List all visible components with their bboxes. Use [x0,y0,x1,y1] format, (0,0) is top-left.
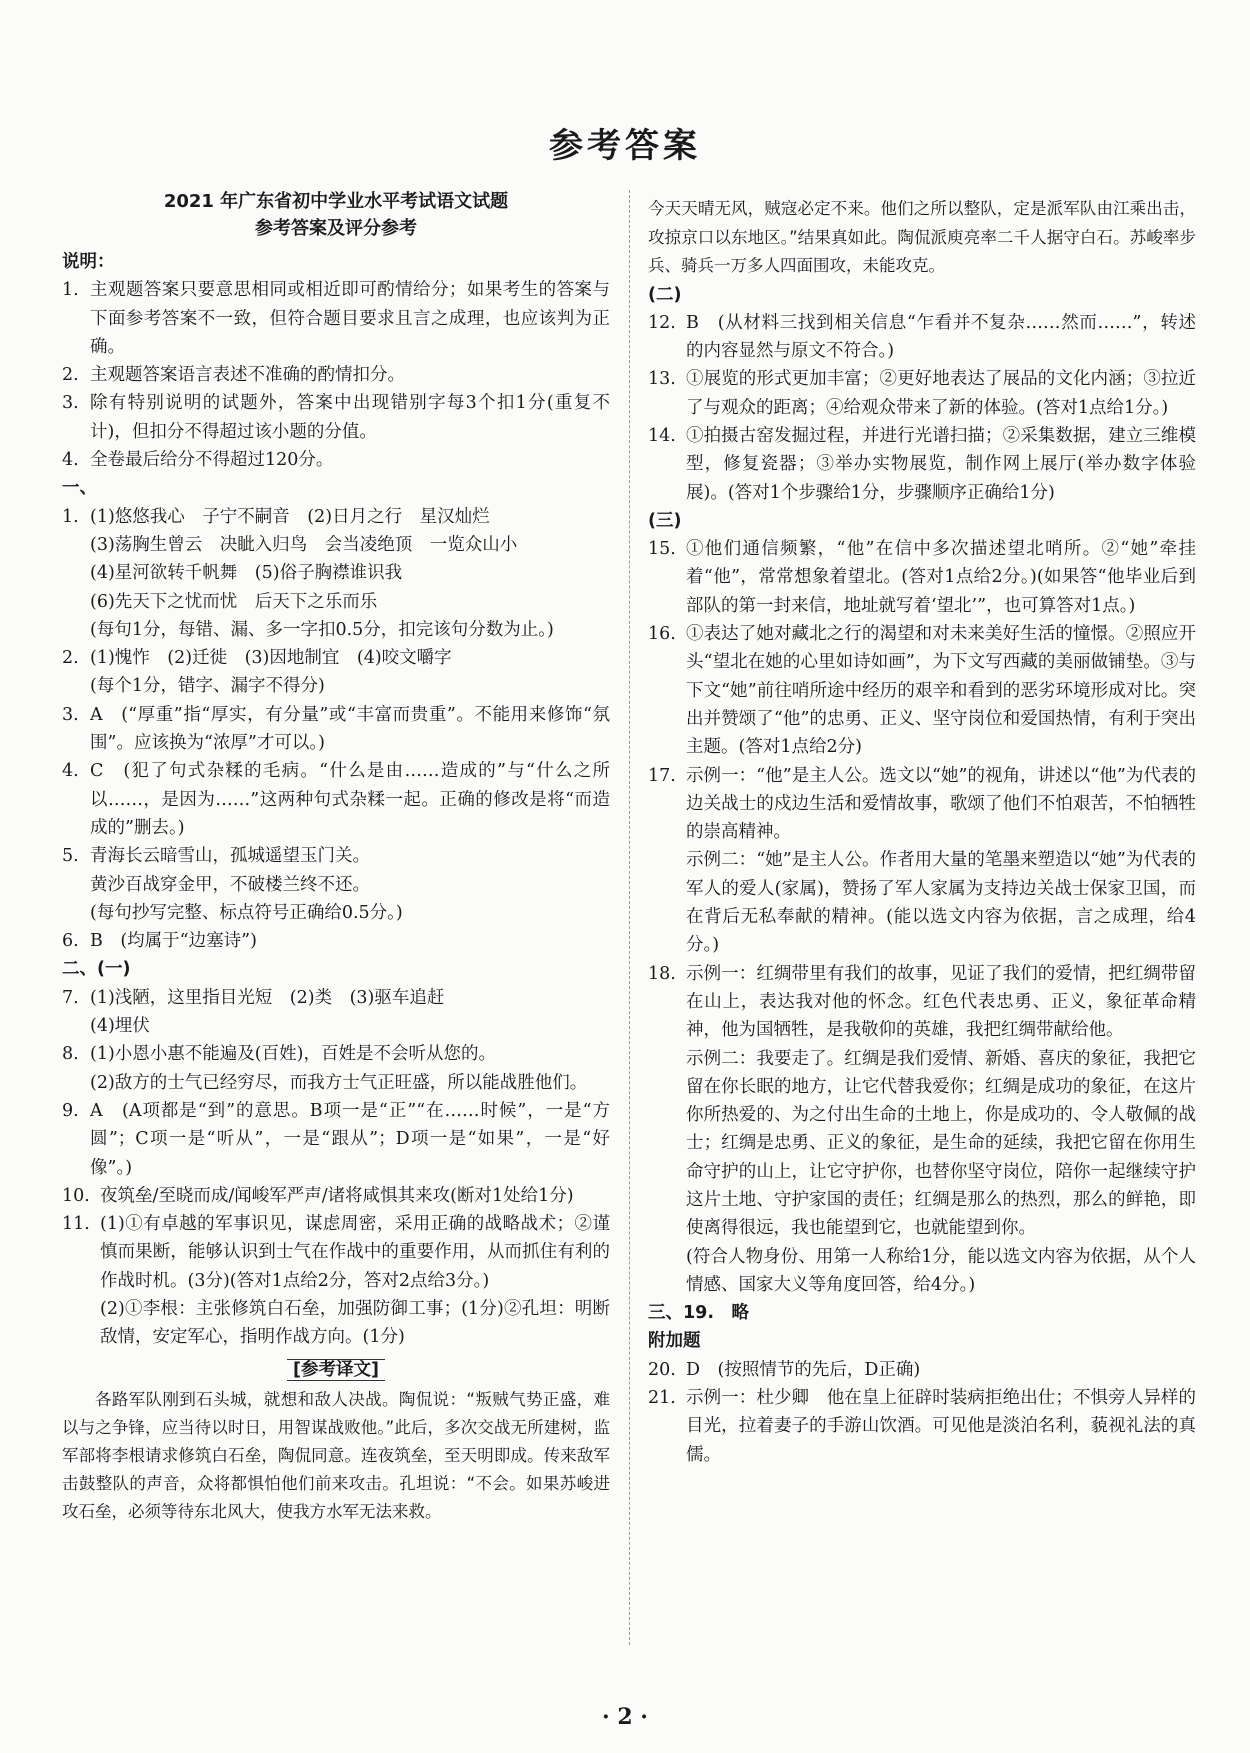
right-column [648,195,1196,1469]
answer-item-2: 2. (1)愧怍 (2)迁徙 (3)因地制宜 (4)咬文嚼字 (每个1分，错字、漏字不得分) [62,648,452,697]
answer-item-15: 15. ①他们通信频繁，“他”在信中多次描述望北哨所。②“她”牵挂着“他”，常常想象着望北。(答对1点给2分。)(如果答“他毕业后到部队的第一封来信，地址就写着‘望北’”，也可算答对1点。) [648,539,1196,616]
page-number: · 2 · [602,1704,648,1730]
translation-text-continued: 今天天晴无风，贼寇必定不来。他们之所以整队，定是派军队由江乘出击，攻掠京口以东地区。”结果真如此。陶侃派庾亮率二千人据守白石。苏峻率步兵、骑兵一万多人四面围攻，未能攻克。 [648,199,1196,275]
answer-item-6: 6. B (均属于“边塞诗”) [62,931,257,952]
note-item: 3. 除有特别说明的试题外，答案中出现错别字每3个扣1分(重复不计)，但扣分不得超过该小题的分值。 [62,393,610,442]
answer-item-21: 21. 示例一：杜少卿 他在皇上征辟时装病拒绝出仕；不惧旁人异样的目光，拉着妻子的手游山饮酒。可见他是淡泊名利，藐视礼法的真儒。 [648,1388,1196,1465]
note-item: 1. 主观题答案只要意思相同或相近即可酌情给分；如果考生的答案与下面参考答案不一致，但符合题目要求且言之成理，也应该判为正确。 [62,280,610,357]
answer-item-16: 16. ①表达了她对藏北之行的渴望和对未来美好生活的憧憬。②照应开头“望北在她的心里如诗如画”，为下文写西藏的美丽做铺垫。③与下文“她”前往哨所途中经历的艰辛和看到的恶劣环境形成对比。突出并赞颂了“他”的忠勇、正义、坚守岗位和爱国热情，有利于突出主题。(答对1点给2分) [648,624,1196,758]
note-item: 4. 全卷最后给分不得超过120分。 [62,450,334,471]
answer-item-12: 12. B (从材料三找到相关信息“乍看并不复杂……然而……”，转述的内容显然与原文不符合。) [648,312,1196,362]
answer-item-7: 7. (1)浅陋，这里指目光短 (2)类 (3)驱车追赶 (4)埋伏 [62,987,445,1037]
notes-heading: 说明： [62,252,115,272]
note-item: 2. 主观题答案语言表述不准确的酌情扣分。 [62,365,405,386]
answer-item-3: 3. A (“厚重”指“厚实，有分量”或“丰富而贵重”。不能用来修饰“氛围”。应该换为“浓厚”才可以。) [62,704,610,754]
page-title: 参考答案 [549,126,701,166]
answer-item-8: 8. (1)小恩小惠不能遍及(百姓)，百姓是不会听从您的。 (2)敌方的士气已经穷尽，而我方士气正旺盛，所以能战胜他们。 [62,1044,588,1093]
answer-item-9: 9. A (A项都是“到”的意思。B项一是“正”“在……时候”，一是“方圆”；C项一是“听从”，一是“跟从”；D项一是“如果”，一是“好像”。) [62,1100,610,1178]
answer-item-11: 11. (1)①有卓越的军事识见，谋虑周密，采用正确的战略战术；②谨慎而果断，能够认识到士气在作战中的重要作用，从而抓住有利的作战时机。(3分)(答对1点给2分，答对2点给3分。) (2)①李根：主张修筑白石垒，加强防御工事；(1分)②孔坦：明断敌情，安定军心，指明作战方向。(1分) [62,1214,610,1348]
document-subtitle: 2021 年广东省初中学业水平考试语文试题 [163,191,509,212]
answer-item-1: 1. (1)悠悠我心 子宁不嗣音 (2)日月之行 星汉灿烂 (3)荡胸生曾云 决眦入归鸟 会当凌绝顶 一览众山小 (4)星河欲转千帆舞 (5)俗子胸襟谁识我 (6)先天下之忧而忧 后天下之乐而乐 (每句1分，每错、漏、多一字扣0.5分，扣完该句分数为止。) [62,506,554,640]
answer-item-13: 13. ①展览的形式更加丰富；②更好地表达了展品的文化内涵；③拉近了与观众的距离；④给观众带来了新的体验。(答对1点给1分。) [648,369,1196,418]
answer-item-20: 20. D (按照情节的先后，D正确) [648,1359,921,1380]
answer-item-14: 14. ①拍摄古窑发掘过程，并进行光谱扫描；②采集数据，建立三维模型，修复瓷器；③举办实物展览，制作网上展厅(举办数字体验展)。(答对1个步骤给1分，步骤顺序正确给1分) [648,425,1196,503]
column-divider [629,190,630,1645]
translation-text: 各路军队刚到石头城，就想和敌人决战。陶侃说：“叛贼气势正盛，难以与之争锋，应当待以时日，用智谋战败他。”此后，多次交战无所建树，监军部将李根请求修筑白石垒，陶侃同意。连夜筑垒，至天明即成。传来敌军击鼓整队的声音，众将都惧怕他们前来攻击。孔坦说：“不会。如果苏峻进攻石垒，必须等待东北风大，使我方水军无法来救。 [62,1389,610,1521]
document-subtitle-2: 参考答案及评分参考 [255,218,417,239]
section-heading: 二、(一) [62,959,131,980]
answer-item-5: 5. 青海长云暗雪山，孤城遥望玉门关。 黄沙百战穿金甲，不破楼兰终不还。 (每句抄写完整、标点符号正确给0.5分。) [62,846,403,923]
translation-heading: [参考译文] [62,1356,610,1384]
answer-item-4: 4. C (犯了句式杂糅的毛病。“什么是由……造成的”与“什么之所以……，是因为……”这两种句式杂糅一起。正确的修改是将“而造成的”删去。) [62,761,610,838]
section-heading: 三、19. 略 [648,1303,750,1324]
left-column [62,188,610,1526]
extra-heading: 附加题 [648,1331,701,1352]
section-heading: (二) [648,284,682,305]
answer-item-17: 17. 示例一：“他”是主人公。选文以“她”的视角，讲述以“他”为代表的边关战士的戍边生活和爱情故事，歌颂了他们不怕艰苦，不怕牺牲的崇高精神。 示例二：“她”是主人公。作者用大量的笔墨来塑造以“她”为代表的军人的爱人(家属)，赞扬了军人家属为支持边关战士保家卫国，而在背后无私奉献的精神。(能以选文内容为依据，言之成理，给4分。) [648,765,1196,956]
section-heading: 一、 [62,478,97,499]
answer-item-10: 10. 夜筑垒/至晓而成/闻峻军严声/诸将咸惧其来攻(断对1处给1分) [62,1185,574,1206]
answer-item-18: 18. 示例一：红绸带里有我们的故事，见证了我们的爱情，把红绸带留在山上，表达我对他的怀念。红色代表忠勇、正义，象征革命精神，他为国牺牲，是我敬仰的英雄，我把红绸带献给他。 示例二：我要走了。红绸是我们爱情、新婚、喜庆的象征，我把它留在你长眠的地方，让它代替我爱你；红绸是成功的象征，在这片你所热爱的、为之付出生命的土地上，你是成功的、令人敬佩的战士；红绸是忠勇、正义的象征，是生命的延续，我把它留在你用生命守护的山上，让它守护你，也替你坚守岗位，陪你一起继续守护这片土地、守护家国的责任；红绸是那么的热烈，那么的鲜艳，即使离得很远，我也能望到它，也就能望到你。 (符合人物身份、用第一人称给1分，能以选文内容为依据，从个人情感、国家大义等角度回答，给4分。) [648,963,1196,1295]
section-heading: (三) [648,510,682,531]
